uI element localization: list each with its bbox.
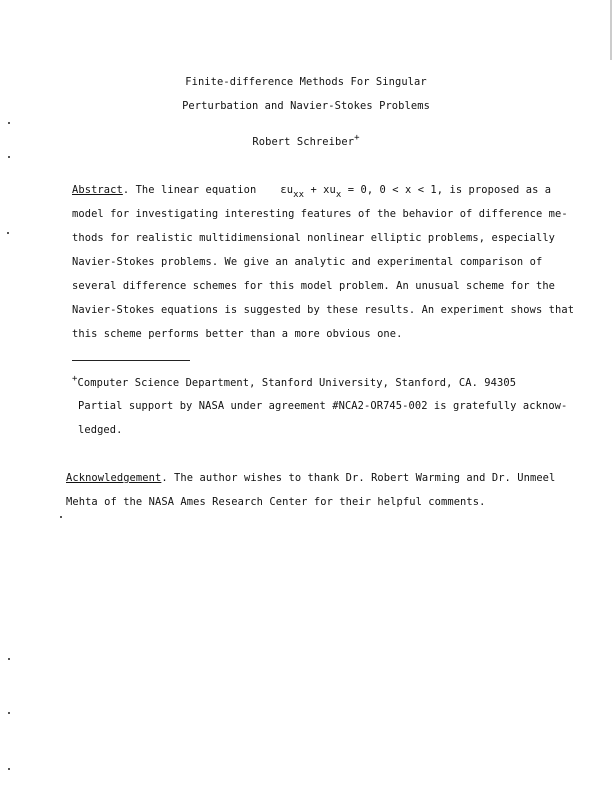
- abstract-line-1: [72, 184, 551, 200]
- author-footnote-mark: +: [354, 133, 360, 143]
- footnote-line-2: Partial support by NASA under agreement #NCA2-OR745-002 is gratefully acknow-: [78, 400, 568, 412]
- scan-speck: [8, 712, 10, 714]
- footnote-rule: [72, 360, 190, 361]
- scan-speck: [8, 156, 10, 158]
- scan-speck: [60, 516, 62, 518]
- abstract-line-5: several difference schemes for this model problem. An unusual scheme for the: [72, 280, 556, 292]
- acknowledgement-line-2: Mehta of the NASA Ames Research Center for their helpful comments.: [66, 496, 486, 508]
- author: [0, 133, 612, 148]
- footnote-line-1: +Computer Science Department, Stanford University, Stanford, CA. 94305: [72, 374, 517, 389]
- abstract-line-3: thods for realistic multidimensional nonlinear elliptic problems, especially: [72, 232, 556, 244]
- abstract-line-7: this scheme performs better than a more obvious one.: [72, 328, 403, 340]
- abstract-line-4: Navier-Stokes problems. We give an analytic and experimental comparison of: [72, 256, 543, 268]
- scan-speck: [8, 122, 10, 124]
- abstract-line-2: model for investigating interesting features of the behavior of difference me-: [72, 208, 568, 220]
- scan-speck: [8, 658, 10, 660]
- acknowledgement-line-1: Acknowledgement. The author wishes to thank Dr. Robert Warming and Dr. Unmeel: [66, 472, 556, 484]
- scan-speck: [8, 768, 10, 770]
- scan-speck: [7, 232, 9, 234]
- abstract-heading: Abstract: [72, 184, 123, 196]
- footnote-mark: +: [72, 374, 78, 384]
- title-line-2: Perturbation and Navier-Stokes Problems: [182, 100, 430, 112]
- equation: $\varepsilon u_{xx} + xu_x = 0$, 0 < x < 1, is proposed as a: [280, 184, 552, 200]
- footnote-line-3: ledged.: [78, 424, 123, 436]
- abstract-intro: . The linear equation: [122, 184, 257, 196]
- acknowledgement-heading: Acknowledgement: [66, 472, 162, 484]
- abstract-line-6: Navier-Stokes equations is suggested by these results. An experiment shows that: [72, 304, 575, 316]
- author-name: Robert Schreiber: [252, 136, 355, 148]
- title-line-1: Finite-difference Methods For Singular: [185, 76, 427, 88]
